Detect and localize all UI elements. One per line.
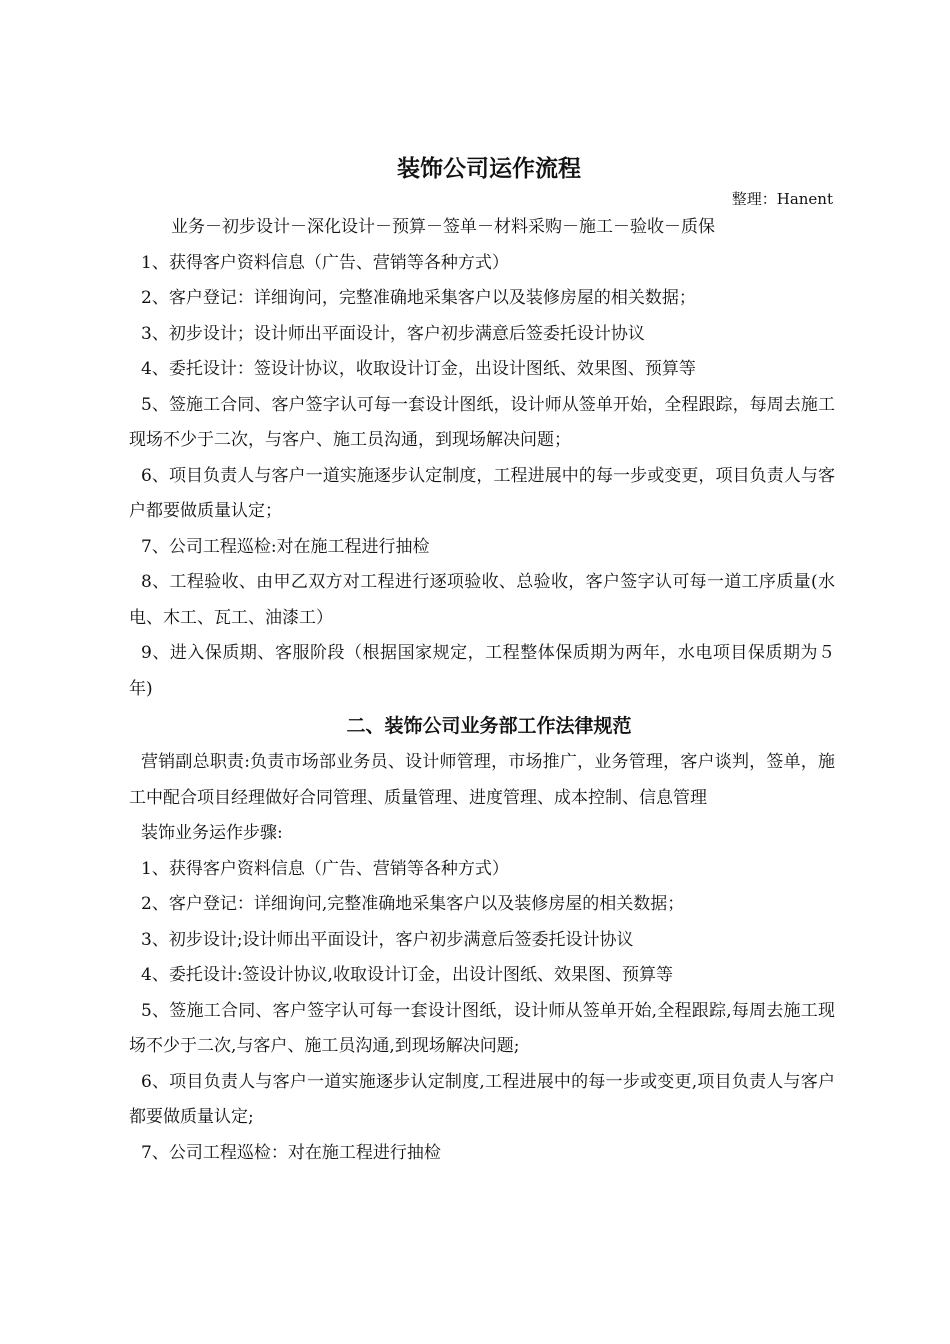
section-title: 二、装饰公司业务部工作法律规范	[346, 715, 632, 737]
list-item: 1、获得客户资料信息（广告、营销等各种方式）	[141, 858, 509, 879]
list-item: 5、签施工合同、客户签字认可每一套设计图纸，设计师从签单开始,全程跟踪,每周去施工现场不少于二次,与客户、施工员沟通,到现场解决问题;	[129, 1000, 835, 1056]
list-item: 2、客户登记：详细询问，完整准确地采集客户以及装修房屋的相关数据；	[141, 288, 696, 308]
list-item: 7、公司工程巡检:对在施工程进行抽检	[141, 536, 430, 557]
list-item: 6、项目负责人与客户一道实施逐步认定制度，工程进展中的每一步或变更，项目负责人与客户都要做质量认定；	[129, 465, 835, 521]
document-page	[129, 150, 835, 1171]
list-item: 4、委托设计：签设计协议，收取设计订金，出设计图纸、效果图、预算等	[141, 359, 696, 379]
duty-paragraph: 营销副总职责:负责市场部业务员、设计师管理，市场推广，业务管理，客户谈判，签单，施工中配合项目经理做好合同管理、质量管理、进度管理、成本控制、信息管理	[129, 752, 835, 808]
list-item: 3、初步设计；设计师出平面设计，客户初步满意后签委托设计协议	[141, 323, 645, 344]
list-item: 4、委托设计:签设计协议,收取设计订金，出设计图纸、效果图、预算等	[141, 965, 673, 985]
list-item: 6、项目负责人与客户一道实施逐步认定制度,工程进展中的每一步或变更,项目负责人与客户都要做质量认定;	[129, 1071, 835, 1127]
list-item: 1、获得客户资料信息（广告、营销等各种方式）	[141, 252, 509, 273]
list-item: 9、进入保质期、客服阶段（根据国家规定，工程整体保质期为两年，水电项目保质期为５年)	[129, 643, 835, 699]
process-flow: 业务－初步设计－深化设计－预算－签单－材料采购－施工－验收－质保	[171, 217, 715, 237]
list-item: 5、签施工合同、客户签字认可每一套设计图纸，设计师从签单开始，全程跟踪，每周去施工现场不少于二次，与客户、施工员沟通，到现场解决问题；	[129, 394, 835, 450]
author-credit: 整理：Hanent	[731, 190, 833, 208]
document-title: 装饰公司运作流程	[397, 155, 581, 182]
list-item: 8、工程验收、由甲乙双方对工程进行逐项验收、总验收，客户签字认可每一道工序质量(水电、木工、瓦工、油漆工）	[129, 572, 835, 628]
steps-heading: 装饰业务运作步骤:	[141, 823, 283, 843]
list-item: 2、客户登记：详细询问,完整准确地采集客户以及装修房屋的相关数据；	[141, 894, 685, 914]
list-item: 3、初步设计;设计师出平面设计，客户初步满意后签委托设计协议	[141, 929, 634, 950]
list-item: 7、公司工程巡检：对在施工程进行抽检	[141, 1142, 441, 1163]
